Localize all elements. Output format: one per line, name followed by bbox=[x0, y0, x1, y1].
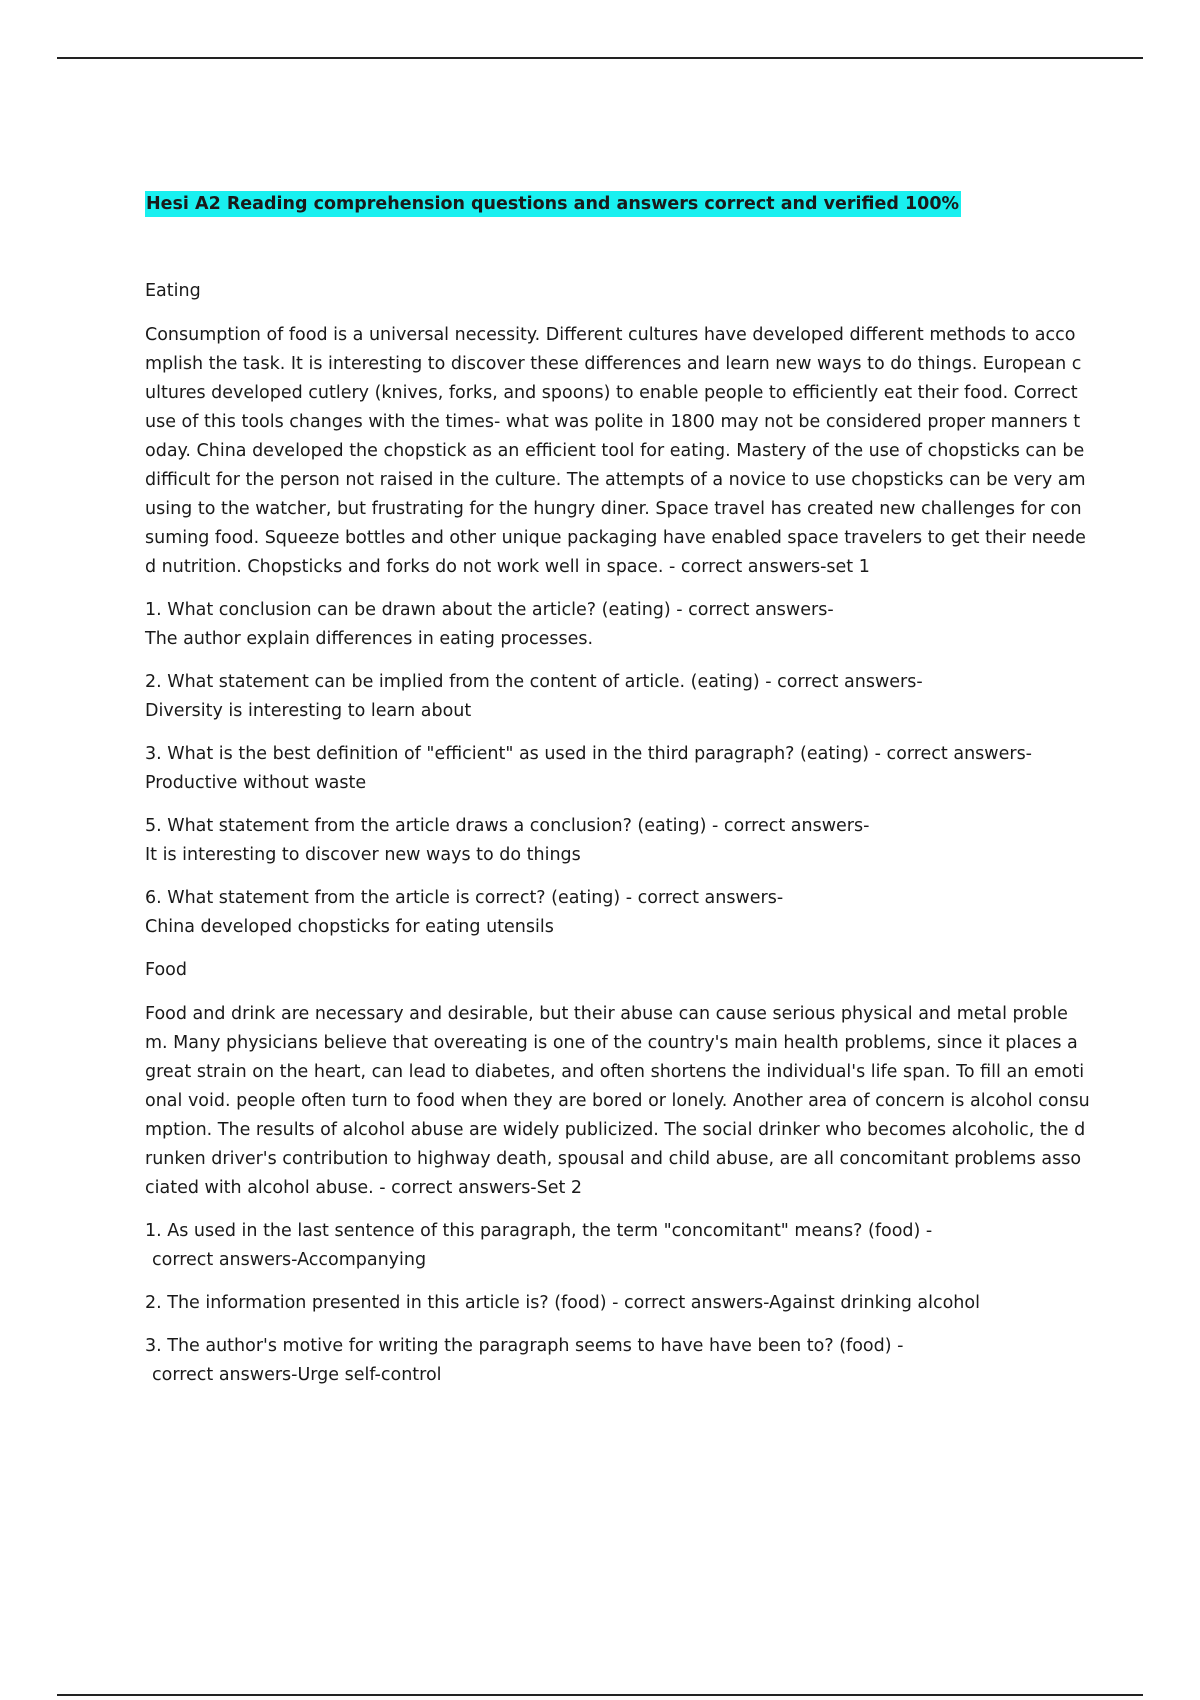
passage-eating: Consumption of food is a universal necessity. Different cultures have developed different methods to accomplish the task. It is interesting to discover these differences and learn new ways to do things. European cultures developed cutlery (knives, forks, and spoons) to enable people to efficiently eat their food. Correct use of this tools changes with the times- what was polite in 1800 may not be considered proper manners today. China developed the chopstick as an efficient tool for eating. Mastery of the use of chopsticks can be difficult for the person not raised in the culture. The attempts of a novice to use chopsticks can be very amusing to the watcher, but frustrating for the hungry diner. Space travel has created new challenges for consuming food. Squeeze bottles and other unique packaging have enabled space travelers to get their needed nutrition. Chopsticks and forks do not work well in space. - correct answers-set 1 bbox=[145, 325, 1086, 577]
answer-text: Diversity is interesting to learn about bbox=[145, 701, 472, 721]
answer-text: correct answers-Accompanying bbox=[152, 1250, 427, 1270]
qa-item bbox=[145, 1217, 1090, 1275]
answer-text: It is interesting to discover new ways to do things bbox=[145, 845, 581, 865]
section-heading-food: Food bbox=[145, 960, 187, 980]
qa-item bbox=[145, 1289, 1090, 1318]
question-text: 1. What conclusion can be drawn about the article? (eating) - correct answers- bbox=[145, 600, 834, 620]
question-text: 2. The information presented in this article is? (food) - correct answers-Against drinking alcohol bbox=[145, 1293, 980, 1313]
qa-item bbox=[145, 1332, 1090, 1390]
qa-item bbox=[145, 884, 1090, 942]
section-heading-eating: Eating bbox=[145, 281, 201, 301]
bottom-rule bbox=[57, 1694, 1143, 1696]
document-title: Hesi A2 Reading comprehension questions and answers correct and verified 100% bbox=[145, 191, 961, 217]
top-rule bbox=[57, 57, 1143, 59]
answer-text: The author explain differences in eating processes. bbox=[145, 629, 594, 649]
question-text: 3. What is the best definition of "efficient" as used in the third paragraph? (eating) - correct answers- bbox=[145, 744, 1032, 764]
question-text: 3. The author's motive for writing the paragraph seems to have have been to? (food) - bbox=[145, 1336, 904, 1356]
passage-food: Food and drink are necessary and desirable, but their abuse can cause serious physical and metal problem. Many physicians believe that overeating is one of the country's main health problems, since it places a great strain on the heart, can lead to diabetes, and often shortens the individual's life span. To fill an emotional void. people often turn to food when they are bored or lonely. Another area of concern is alcohol consumption. The results of alcohol abuse are widely publicized. The social drinker who becomes alcoholic, the drunken driver's contribution to highway death, spousal and child abuse, are all concomitant problems associated with alcohol abuse. - correct answers-Set 2 bbox=[145, 1004, 1090, 1198]
question-text: 1. As used in the last sentence of this paragraph, the term "concomitant" means? (food) - bbox=[145, 1221, 933, 1241]
question-text: 6. What statement from the article is correct? (eating) - correct answers- bbox=[145, 888, 784, 908]
question-text: 5. What statement from the article draws a conclusion? (eating) - correct answers- bbox=[145, 816, 870, 836]
question-text: 2. What statement can be implied from the content of article. (eating) - correct answers- bbox=[145, 672, 923, 692]
document-body bbox=[145, 190, 1090, 1390]
answer-text: Productive without waste bbox=[145, 773, 367, 793]
answer-text: China developed chopsticks for eating utensils bbox=[145, 917, 554, 937]
qa-item bbox=[145, 668, 1090, 726]
qa-item bbox=[145, 740, 1090, 798]
qa-item bbox=[145, 596, 1090, 654]
answer-text: correct answers-Urge self-control bbox=[152, 1365, 442, 1385]
qa-item bbox=[145, 812, 1090, 870]
